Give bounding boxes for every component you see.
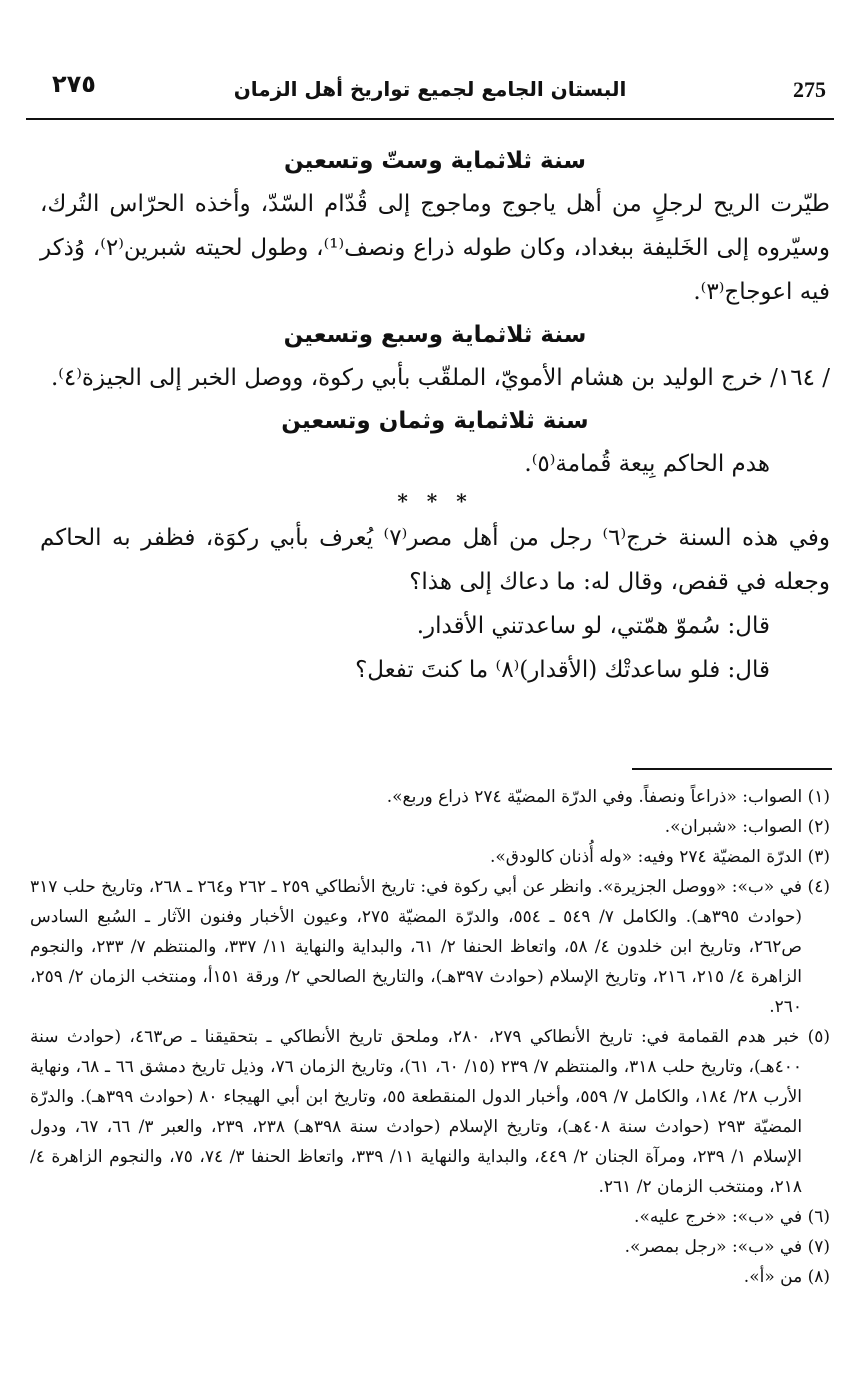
running-title: البستان الجامع لجميع تواريخ أهل الزمان — [233, 77, 627, 101]
footnote: (١) الصواب: «ذراعاً ونصفاً. وفي الدرّة المضيّة ٢٧٤ ذراع وربع». — [386, 787, 830, 807]
paragraph: هدم الحاكم بِيعة قُمامة⁽٥⁾. — [524, 451, 770, 477]
footnote: (٨) من «أ». — [743, 1267, 830, 1287]
footnotes — [30, 782, 830, 1292]
footnote-divider — [632, 768, 832, 770]
paragraph: وفي هذه السنة خرج⁽٦⁾ رجل من أهل مصر⁽٧⁾ يُعرف بأبي ركوَة، فظفر به الحاكم وجعله في قفص، وقال له: ما دعاك إلى هذا؟ — [40, 525, 830, 595]
footnote: (٧) في «ب»: «رجل بمصر». — [624, 1237, 830, 1257]
paragraph: طيّرت الريح لرجلٍ من أهل ياجوج وماجوج إلى قُدّام السّدّ، وأخذه الحرّاس التُرك، وسيّروه إلى الخَليفة ببغداد، وكان طوله ذراع ونصف⁽¹⁾، وطول لحيته شبرين⁽٢⁾، وُذكر فيه اعوجاج⁽٣⁾. — [40, 191, 831, 305]
section-heading: سنة ثلاثماية وثمان وتسعين — [281, 408, 589, 434]
section-separator: * * * — [397, 489, 473, 513]
page-number-latin: 275 — [793, 77, 826, 102]
footnote: (٥) خبر هدم القمامة في: تاريخ الأنطاكي ٢٧٩، ٢٨٠، وملحق تاريخ الأنطاكي ـ بتحقيقنا ـ ص٤٦٣، (حوادث سنة ٤٠٠هـ)، وتاريخ حلب ٣١٨، والمنتظم ٧/ ٢٣٩ (١٥/ ٦٠، ٦١)، وتاريخ الزمان ٧٦، وذيل تاريخ دمشق ٦٦ ـ ٦٨، ونهاية الأرب ٢٨/ ١٨٤، والكامل ٧/ ٥٥٩، وأخبار الدول المنقطعة ٥٥، وتاريخ ابن أبي الهيجاء ٨٠ (حوادث ٣٩٩هـ). والدرّة المضيّة ٢٩٣ (حوادث سنة ٤٠٨هـ)، وتاريخ الإسلام (حوادث سنة ٣٩٨هـ) ٢٣٨، ٢٣٩، والعبر ٣/ ٦٦، ٦٧، ودول الإسلام ١/ ٢٣٩، ومرآة الجنان ٢/ ٤٤٩، والبداية والنهاية ١١/ ٣٣٩، واتعاظ الحنفا ٣/ ٧٤، ٧٥، والنجوم الزاهرة ٤/ ٢١٨، ومنتخب الزمان ٢/ ٢٦١. — [30, 1027, 831, 1197]
footnote: (٤) في «ب»: «ووصل الجزيرة». وانظر عن أبي ركوة في: تاريخ الأنطاكي ٢٥٩ ـ ٢٦٢ و٢٦٤ ـ ٢٦٨، وتاريخ حلب ٣١٧ (حوادث ٣٩٥هـ). والكامل ٧/ ٥٤٩ ـ ٥٥٤، والدرّة المضيّة ٢٧٥، وعيون الأخبار وفنون الآثار ـ السُبع السادس ص٢٦٢، وتاريخ ابن خلدون ٤/ ٥٨، واتعاظ الحنفا ٢/ ٦١، والبداية والنهاية ١١/ ٣٣٧، والمنتظم ٧/ ٢٣٣، والنجوم الزاهرة ٤/ ٢١٥، ٢١٦، وتاريخ الإسلام (حوادث ٣٩٧هـ)، والتاريخ الصالحي ٢/ ورقة ١٥١أ، ومنتخب الزمان ٢/ ٢٥٩، ٢٦٠. — [30, 877, 830, 1017]
footnote: (٣) الدرّة المضيّة ٢٧٤ وفيه: «وله أُذنان كالودق». — [489, 847, 830, 867]
section-heading: سنة ثلاثماية وسبع وتسعين — [283, 322, 587, 348]
dialogue-line: قال: سُموّ همّتي، لو ساعدتني الأقدار. — [416, 613, 770, 639]
page-header — [26, 64, 834, 120]
dialogue-line: قال: فلو ساعدتْك (الأقدار)⁽٨⁾ ما كنتَ تفعل؟ — [355, 657, 770, 683]
main-text — [40, 140, 830, 692]
paragraph: / ١٦٤/ خرج الوليد بن هشام الأمويّ، الملقّب بأبي ركوة، ووصل الخبر إلى الجيزة⁽٤⁾. — [50, 365, 830, 391]
page-number-arabic: ٢٧٥ — [52, 70, 96, 98]
footnote: (٢) الصواب: «شبران». — [664, 817, 830, 837]
section-heading: سنة ثلاثماية وستّ وتسعين — [283, 148, 587, 174]
footnote: (٦) في «ب»: «خرج عليه». — [634, 1207, 830, 1227]
